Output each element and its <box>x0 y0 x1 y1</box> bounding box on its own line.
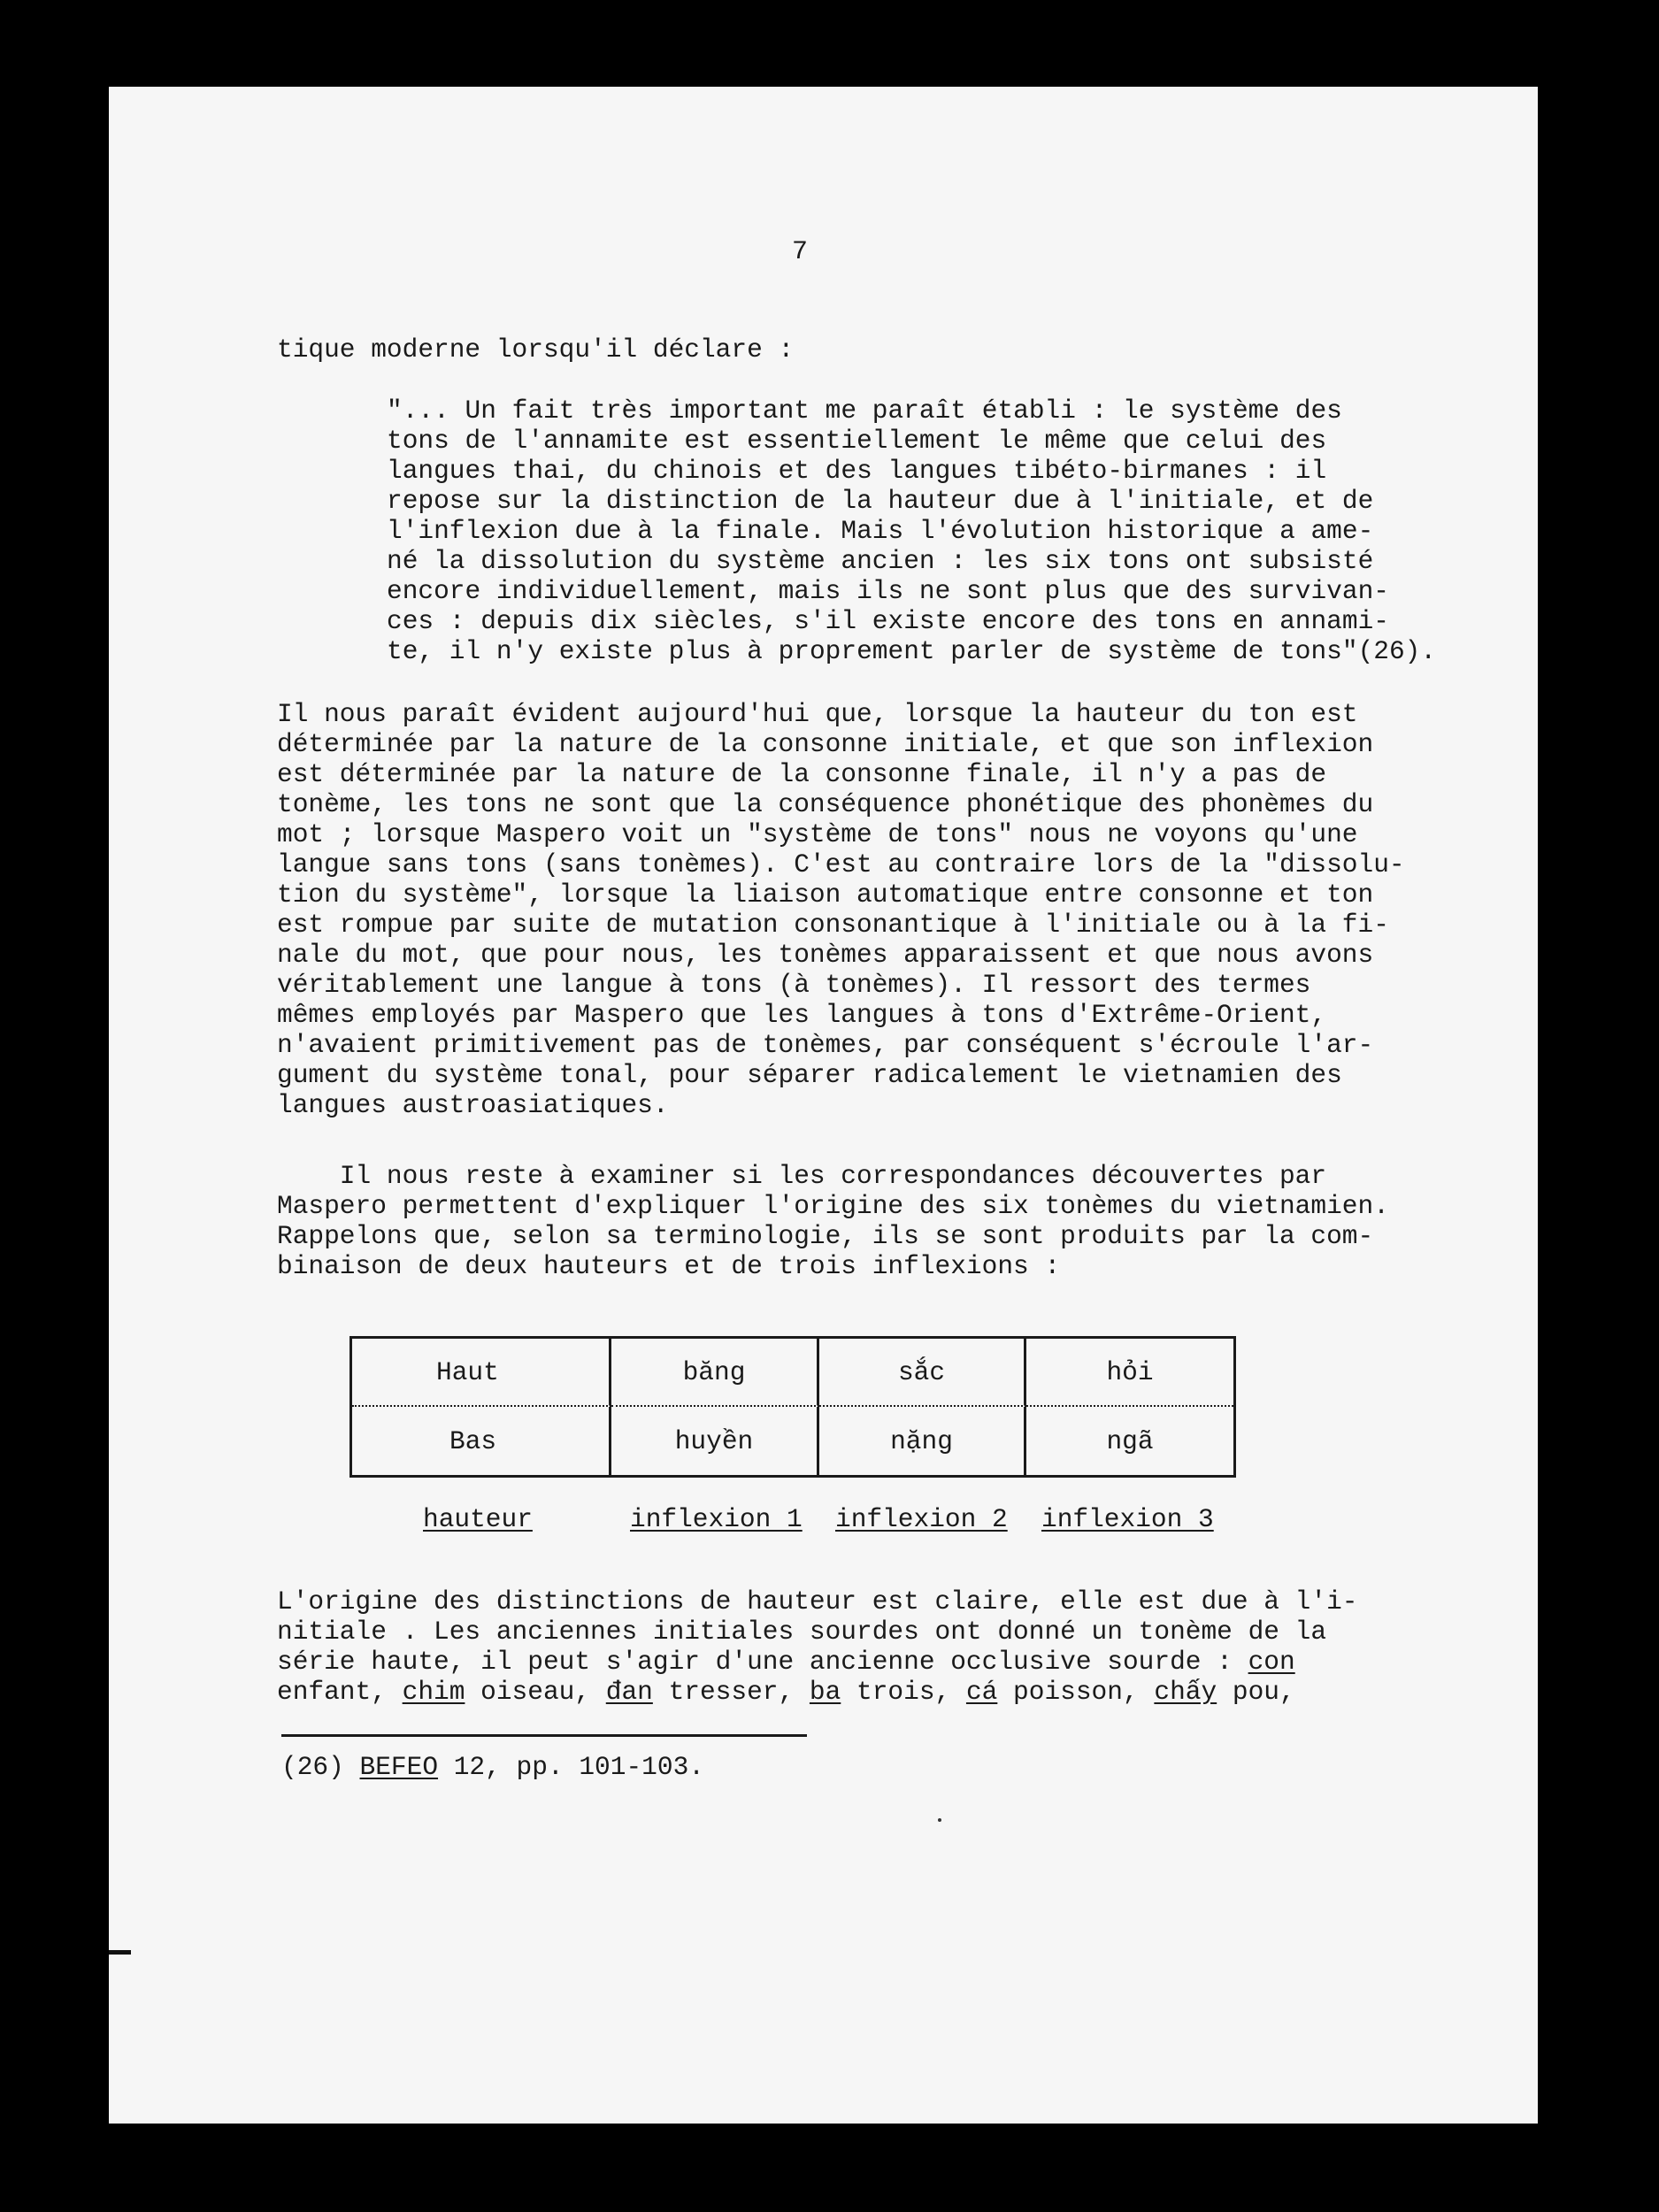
example-word: chim <box>402 1677 465 1707</box>
height-low-label: Bas <box>449 1425 497 1456</box>
footnote-rest: 12, pp. 101-103. <box>438 1752 704 1782</box>
tone-label: sắc <box>897 1356 946 1387</box>
quote-line: te, il n'y existe plus à proprement parler de système de tons"(26). <box>387 636 1437 666</box>
paragraph-line: déterminée par la nature de la consonne initiale, et que son inflexion <box>277 729 1374 759</box>
table-label-inflexion-1: inflexion 1 <box>630 1504 803 1534</box>
margin-mark <box>109 1950 131 1955</box>
table-cell-tone <box>611 1407 819 1475</box>
quote-line: l'inflexion due à la finale. Mais l'évolution historique a ame- <box>387 516 1374 546</box>
table-cell-tone <box>1026 1407 1233 1475</box>
table-label-inflexion-2: inflexion 2 <box>835 1504 1008 1534</box>
tone-table <box>349 1336 1236 1478</box>
footnote-number: (26) <box>281 1752 360 1782</box>
tone-label: nặng <box>890 1425 953 1456</box>
text-segment: enfant, <box>277 1677 403 1707</box>
example-word: ba <box>809 1677 841 1707</box>
table-cell-height-high <box>352 1339 611 1407</box>
paragraph-line: mêmes employés par Maspero que les langues à tons d'Extrême-Orient, <box>277 1000 1327 1030</box>
quote-line: encore individuellement, mais ils ne sont plus que des survivan- <box>387 576 1389 606</box>
page-number: 7 <box>792 237 809 267</box>
quote-line: né la dissolution du système ancien : les six tons ont subsisté <box>387 546 1374 576</box>
footnote-source: BEFEO <box>359 1752 439 1782</box>
paragraph-line: Il nous paraît évident aujourd'hui que, lorsque la hauteur du ton est <box>277 699 1358 729</box>
paragraph-line: binaison de deux hauteurs et de trois inflexions : <box>277 1251 1061 1281</box>
table-cell-tone <box>611 1339 819 1407</box>
speck <box>938 1818 941 1822</box>
example-word: đan <box>605 1677 653 1707</box>
height-high-label: Haut <box>436 1356 499 1387</box>
text-segment: pou, <box>1217 1677 1295 1707</box>
paragraph-line: Rappelons que, selon sa terminologie, ils se sont produits par la com- <box>277 1221 1374 1251</box>
text-segment: tresser, <box>652 1677 810 1707</box>
paragraph-line: nitiale . Les anciennes initiales sourdes ont donné un tonème de la <box>277 1617 1327 1647</box>
paragraph-line: véritablement une langue à tons (à tonèmes). Il ressort des termes <box>277 970 1311 1000</box>
footnote-divider <box>281 1734 807 1737</box>
quote-line: "... Un fait très important me paraît établi : le système des <box>387 396 1342 426</box>
text-segment: poisson, <box>997 1677 1155 1707</box>
footnote-26 <box>281 1752 704 1782</box>
tone-label: băng <box>682 1356 746 1387</box>
text-segment: oiseau, <box>465 1677 606 1707</box>
tone-label: huyền <box>674 1425 754 1456</box>
paragraph-line: n'avaient primitivement pas de tonèmes, par conséquent s'écroule l'ar- <box>277 1030 1374 1060</box>
paragraph-line: est rompue par suite de mutation consonantique à l'initiale ou à la fi- <box>277 910 1389 940</box>
text-segment: trois, <box>841 1677 966 1707</box>
example-word: cá <box>965 1677 998 1707</box>
tone-label: ngã <box>1106 1425 1154 1456</box>
quote-line: ces : depuis dix siècles, s'il existe encore des tons en annami- <box>387 606 1389 636</box>
table-cell-tone <box>819 1407 1026 1475</box>
paragraph-line: mot ; lorsque Maspero voit un "système de tons" nous ne voyons qu'une <box>277 819 1358 849</box>
table-label-inflexion-3: inflexion 3 <box>1041 1504 1214 1534</box>
example-word: con <box>1248 1647 1295 1677</box>
quote-line: tons de l'annamite est essentiellement le même que celui des <box>387 426 1327 456</box>
paragraph-line: langues austroasiatiques. <box>277 1090 669 1120</box>
paragraph-line: série haute, il peut s'agir d'une ancienne occlusive sourde : con <box>277 1647 1295 1677</box>
paragraph-line: langue sans tons (sans tonèmes). C'est au contraire lors de la "dissolu- <box>277 849 1405 879</box>
paragraph-line: tonème, les tons ne sont que la conséquence phonétique des phonèmes du <box>277 789 1374 819</box>
paragraph-line: tion du système", lorsque la liaison automatique entre consonne et ton <box>277 879 1374 910</box>
tone-label: hỏi <box>1106 1356 1154 1387</box>
paragraph-line: Il nous reste à examiner si les correspondances découvertes par <box>277 1161 1327 1191</box>
table-cell-tone <box>819 1339 1026 1407</box>
paragraph-line: L'origine des distinctions de hauteur est claire, elle est due à l'i- <box>277 1586 1358 1617</box>
quote-line: repose sur la distinction de la hauteur due à l'initiale, et de <box>387 486 1374 516</box>
table-label-hauteur: hauteur <box>423 1504 533 1534</box>
paragraph-line: est déterminée par la nature de la consonne finale, il n'y a pas de <box>277 759 1327 789</box>
example-word: chấy <box>1154 1677 1217 1707</box>
quote-line: langues thai, du chinois et des langues tibéto-birmanes : il <box>387 456 1327 486</box>
paragraph-line: nale du mot, que pour nous, les tonèmes apparaissent et que nous avons <box>277 940 1374 970</box>
paragraph-line <box>277 1677 1295 1707</box>
table-cell-tone <box>1026 1339 1233 1407</box>
paragraph-line: Maspero permettent d'expliquer l'origine des six tonèmes du vietnamien. <box>277 1191 1389 1221</box>
paragraph-line: gument du système tonal, pour séparer radicalement le vietnamien des <box>277 1060 1342 1090</box>
intro-line: tique moderne lorsqu'il déclare : <box>277 334 795 365</box>
table-cell-height-low <box>352 1407 611 1475</box>
